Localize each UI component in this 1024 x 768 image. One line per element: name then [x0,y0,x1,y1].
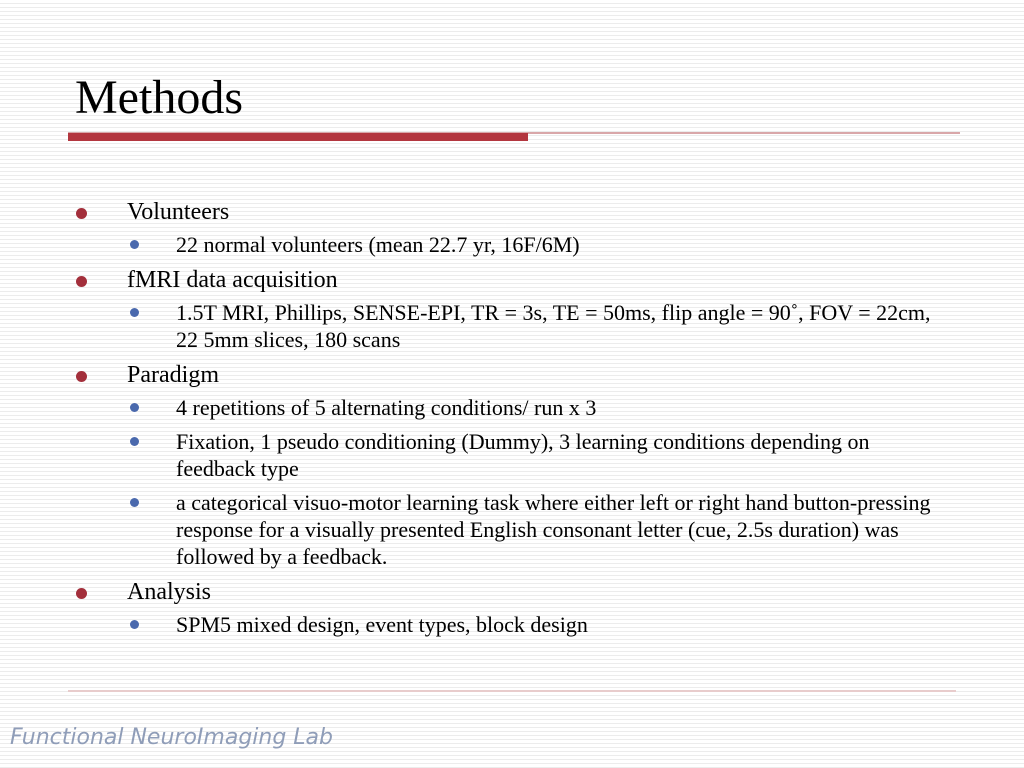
title-divider-accent [68,133,528,141]
sub-bullet-dot-icon [130,620,139,629]
bullet-dot-icon [76,588,87,599]
list-item-text: SPM5 mixed design, event types, block design [176,612,588,637]
section-label: Analysis [127,579,211,605]
footer-divider [68,690,956,692]
section-volunteers [0,197,947,227]
section-label: Volunteers [127,199,230,225]
section-paradigm [0,360,947,390]
list-item-text: Fixation, 1 pseudo conditioning (Dummy), 3 learning conditions depending on feedback type [176,429,870,481]
list-item-text: 22 normal volunteers (mean 22.7 yr, 16F/6M) [176,232,580,257]
list-item-text: 4 repetitions of 5 alternating conditions/ run x 3 [176,395,597,420]
section-analysis [0,577,947,607]
bullet-dot-icon [76,208,87,219]
list-item [0,428,1024,482]
list-item-text: a categorical visuo-motor learning task where either left or right hand button-pressing response for a visually presented English consonant letter (cue, 2.5s duration) was followed by a feedback. [176,490,931,569]
sub-bullet-dot-icon [130,498,139,507]
footer-lab-name: Functional NeuroImaging Lab [10,725,333,750]
list-item [0,299,1024,353]
list-item [0,231,1024,258]
section-label: Paradigm [127,362,219,388]
sub-bullet-dot-icon [130,308,139,317]
section-fmri-data-acquisition [0,265,947,295]
list-item [0,489,1024,570]
list-item [0,611,1024,638]
bullet-dot-icon [76,371,87,382]
bullet-list [0,197,1024,645]
slide-title: Methods [75,71,243,124]
sub-bullet-dot-icon [130,403,139,412]
list-item-text: 1.5T MRI, Phillips, SENSE-EPI, TR = 3s, TE = 50ms, flip angle = 90˚, FOV = 22cm, 22 5mm slices, 180 scans [176,300,931,352]
list-item [0,394,1024,421]
bullet-dot-icon [76,276,87,287]
sub-bullet-dot-icon [130,437,139,446]
section-label: fMRI data acquisition [127,267,338,293]
sub-bullet-dot-icon [130,240,139,249]
